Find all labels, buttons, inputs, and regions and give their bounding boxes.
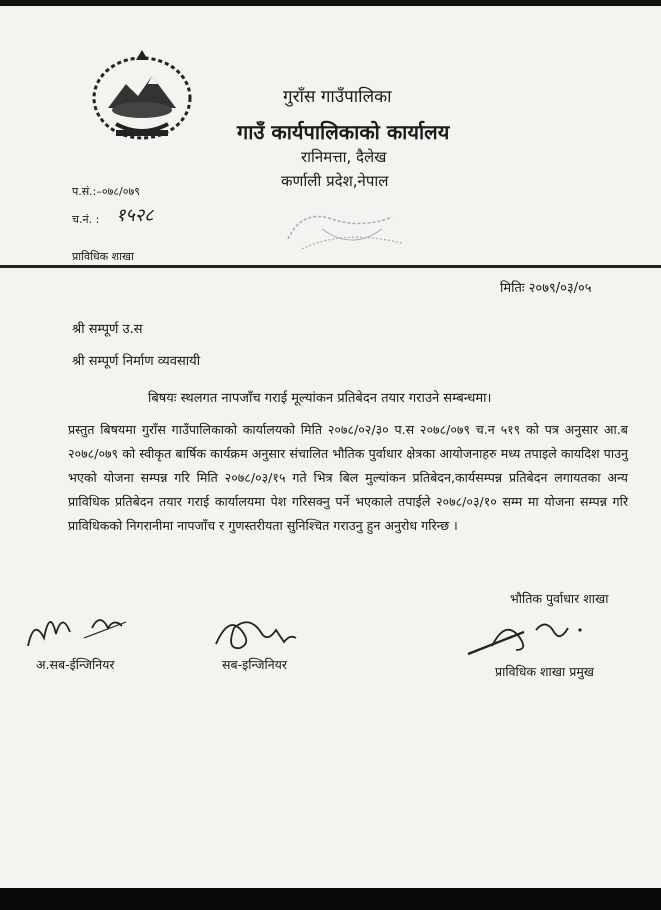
section-name: प्राविधिक शाखा — [72, 250, 134, 263]
cn-handwritten-value: १५२८ — [116, 205, 154, 226]
cn-label: च.नं. : — [72, 213, 100, 226]
office-location: रानिमत्ता, दैलेख — [301, 148, 387, 166]
recipient-1: श्री सम्पूर्ण उ.स — [72, 322, 143, 337]
tech-head-label: प्राविधिक शाखा प्रमुख — [495, 664, 595, 679]
province-name: कर्णाली प्रदेश,नेपाल — [281, 172, 389, 190]
header-divider — [0, 265, 661, 268]
municipality-name: गुराँस गाउँपालिका — [283, 87, 392, 107]
sub-engineer-label: सब-इन्जिनियर — [222, 657, 288, 672]
sub-engineer-signature-icon — [210, 608, 310, 654]
government-emblem-icon — [86, 46, 198, 146]
recipient-2: श्री सम्पूर्ण निर्माण व्यवसायी — [72, 354, 201, 369]
ps-number: प.सं.:–०७८/०७९ — [72, 185, 140, 198]
branch-name: भौतिक पुर्वाधार शाखा — [510, 591, 609, 606]
letter-page — [0, 6, 661, 888]
asst-sub-engineer-signature-icon — [22, 598, 132, 656]
office-name: गाउँ कार्यपालिकाको कार्यालय — [237, 120, 450, 144]
tech-head-signature-icon — [462, 610, 592, 660]
letter-body: प्रस्तुत बिषयमा गुराँस गाउँपालिकाको कार्यालयको मिति २०७८/०२/३० प.स २०७८/०७९ च.न ५१९ को पत्र अनुसार आ.ब २०७८/०७९ को स्वीकृत बार्षिक कार्यक्रम अनुसार संचालित भौतिक पुर्वाधार क्षेत्रका आयोजनाहरु मध्य तपाइले कायदिश पाउनु भएको योजना सम्पन्न गरि मिति २०७८/०३/१५ गते भित्र बिल मुल्यांकन प्रतिबेदन,कार्यसम्पन्न प्रतिबेदन लगायतका अन्य प्राविधिक प्रतिबेदन तयार गराई कार्यालयमा पेश गरिसक्नु पर्ने भएकाले तपाईले २०७८/०३/१० सम्म मा योजना सम्पन्न गरि प्राविधिकको निगरानीमा नापजाँच र गुणस्तरीयता सुनिश्चित गराउनु हुन अनुरोध गरिन्छ । — [68, 422, 628, 533]
letter-date: मितिः २०७९/०३/०५ — [500, 281, 592, 296]
scan-bottom-edge — [0, 888, 661, 910]
subject-line: बिषयः स्थलगत नापजाँच गराई मूल्यांकन प्रतिबेदन तयार गराउने सम्बन्धमा। — [148, 391, 492, 406]
office-stamp-icon — [282, 199, 412, 259]
asst-sub-engineer-label: अ.सब-ईन्जिनियर — [36, 657, 115, 672]
